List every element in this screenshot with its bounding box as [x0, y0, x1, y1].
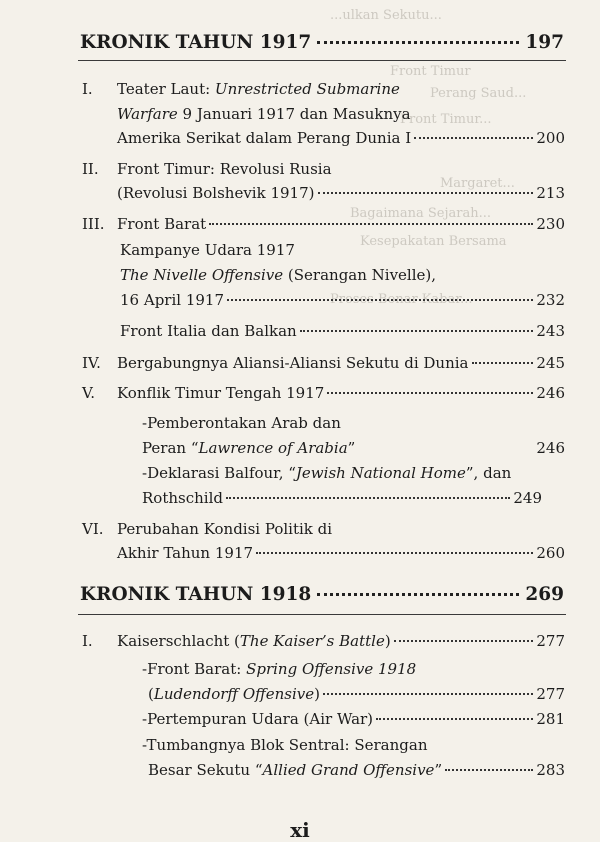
show-through-text: ...ulkan Sekutu... Front Timur Perang Saud... Front Timur... Margaret... Bagaimana Sejarah... Kesepakatan Bersama Proses Bonar Kabar... [330, 8, 527, 307]
toc-entry-western-front[interactable]: Front Barat 230 [117, 215, 565, 233]
entry-text: The Nivelle Offensive (Serangan Nivelle), [120, 266, 437, 284]
toc-entry-lawrence-of-arabia[interactable]: Peran “Lawrence of Arabia” 246 [142, 439, 565, 457]
entry-text: -Tumbangnya Blok Sentral: Serangan [142, 736, 428, 754]
dot-leader [445, 768, 533, 771]
page-number: 245 [536, 354, 565, 372]
dot-leader [317, 592, 519, 596]
entry-text: -Deklarasi Balfour, “Jewish National Home”, dan [142, 464, 512, 482]
page-number: 243 [536, 322, 565, 340]
toc-entry-middle-east[interactable]: Konflik Timur Tengah 1917 246 [117, 384, 565, 402]
dot-leader [300, 329, 534, 332]
chapter-title: KRONIK TAHUN 1918 [80, 584, 312, 605]
entry-numeral: I. [82, 632, 93, 650]
entry-text: Perubahan Kondisi Politik di [117, 520, 333, 538]
entry-text: -Front Barat: Spring Offensive 1918 [142, 660, 417, 678]
page-number: 232 [536, 291, 565, 309]
page-number: 269 [525, 584, 564, 605]
entry-text: Front Timur: Revolusi Rusia [117, 160, 332, 178]
toc-entry-air-war[interactable]: -Pertempuran Udara (Air War) 281 [142, 710, 565, 728]
dot-leader [394, 639, 534, 642]
dot-leader [226, 496, 510, 499]
entry-text: Teater Laut: Unrestricted Submarine [117, 80, 400, 98]
divider [78, 60, 566, 61]
page-number: 277 [536, 632, 565, 650]
page-number: 246 [536, 439, 565, 457]
entry-text: -Pemberontakan Arab dan [142, 414, 341, 432]
toc-entry-nivelle-offensive[interactable]: 16 April 1917 232 [120, 291, 565, 309]
entry-numeral: IV. [82, 354, 101, 372]
page-number: 197 [525, 32, 564, 53]
toc-entry-kaiserschlacht[interactable]: Kaiserschlacht (The Kaiser’s Battle) 277 [117, 632, 565, 650]
toc-entry-allied-grand-offensive[interactable]: Besar Sekutu “Allied Grand Offensive” 283 [148, 761, 565, 779]
toc-entry-political-conditions[interactable]: Akhir Tahun 1917 260 [117, 544, 565, 562]
dot-leader [317, 40, 519, 44]
entry-text: Warfare 9 Januari 1917 dan Masuknya [117, 105, 411, 123]
page-number: 281 [536, 710, 565, 728]
divider [78, 614, 566, 615]
page-number: 200 [536, 129, 565, 147]
entry-numeral: I. [82, 80, 93, 98]
dot-leader [256, 551, 533, 554]
entry-text: Kampanye Udara 1917 [120, 241, 295, 259]
chapter-title: KRONIK TAHUN 1917 [80, 32, 312, 53]
dot-leader [227, 298, 533, 301]
toc-entry-submarine-warfare[interactable]: Amerika Serikat dalam Perang Dunia I 200 [117, 129, 565, 147]
entry-numeral: III. [82, 215, 105, 233]
toc-entry-italy-balkans[interactable]: Front Italia dan Balkan 243 [120, 322, 565, 340]
entry-numeral: II. [82, 160, 99, 178]
entry-numeral: V. [82, 384, 95, 402]
dot-leader [318, 191, 534, 194]
toc-entry-spring-offensive[interactable]: (Ludendorff Offensive) 277 [148, 685, 565, 703]
dot-leader [323, 692, 533, 695]
entry-numeral: VI. [82, 520, 104, 538]
chapter-heading-1917[interactable] [80, 32, 564, 53]
page-number: 213 [536, 184, 565, 202]
page-number: 246 [536, 384, 565, 402]
dot-leader [209, 222, 533, 225]
dot-leader [376, 717, 533, 720]
dot-leader [327, 391, 533, 394]
page-number: 230 [536, 215, 565, 233]
toc-entry-russian-revolution[interactable]: (Revolusi Bolshevik 1917) 213 [117, 184, 565, 202]
page-number: 283 [536, 761, 565, 779]
chapter-heading-1918[interactable] [80, 584, 564, 605]
page-number: 260 [536, 544, 565, 562]
page-footer-numeral: xi [290, 818, 310, 842]
dot-leader [472, 361, 534, 364]
toc-entry-balfour-declaration[interactable]: Rothschild 249 [142, 489, 542, 507]
page-number: 249 [513, 489, 542, 507]
toc-entry-allied-alliances[interactable]: Bergabungnya Aliansi-Aliansi Sekutu di Dunia 245 [117, 354, 565, 372]
dot-leader [414, 136, 533, 139]
page-number: 277 [536, 685, 565, 703]
dot-leader [358, 446, 533, 449]
